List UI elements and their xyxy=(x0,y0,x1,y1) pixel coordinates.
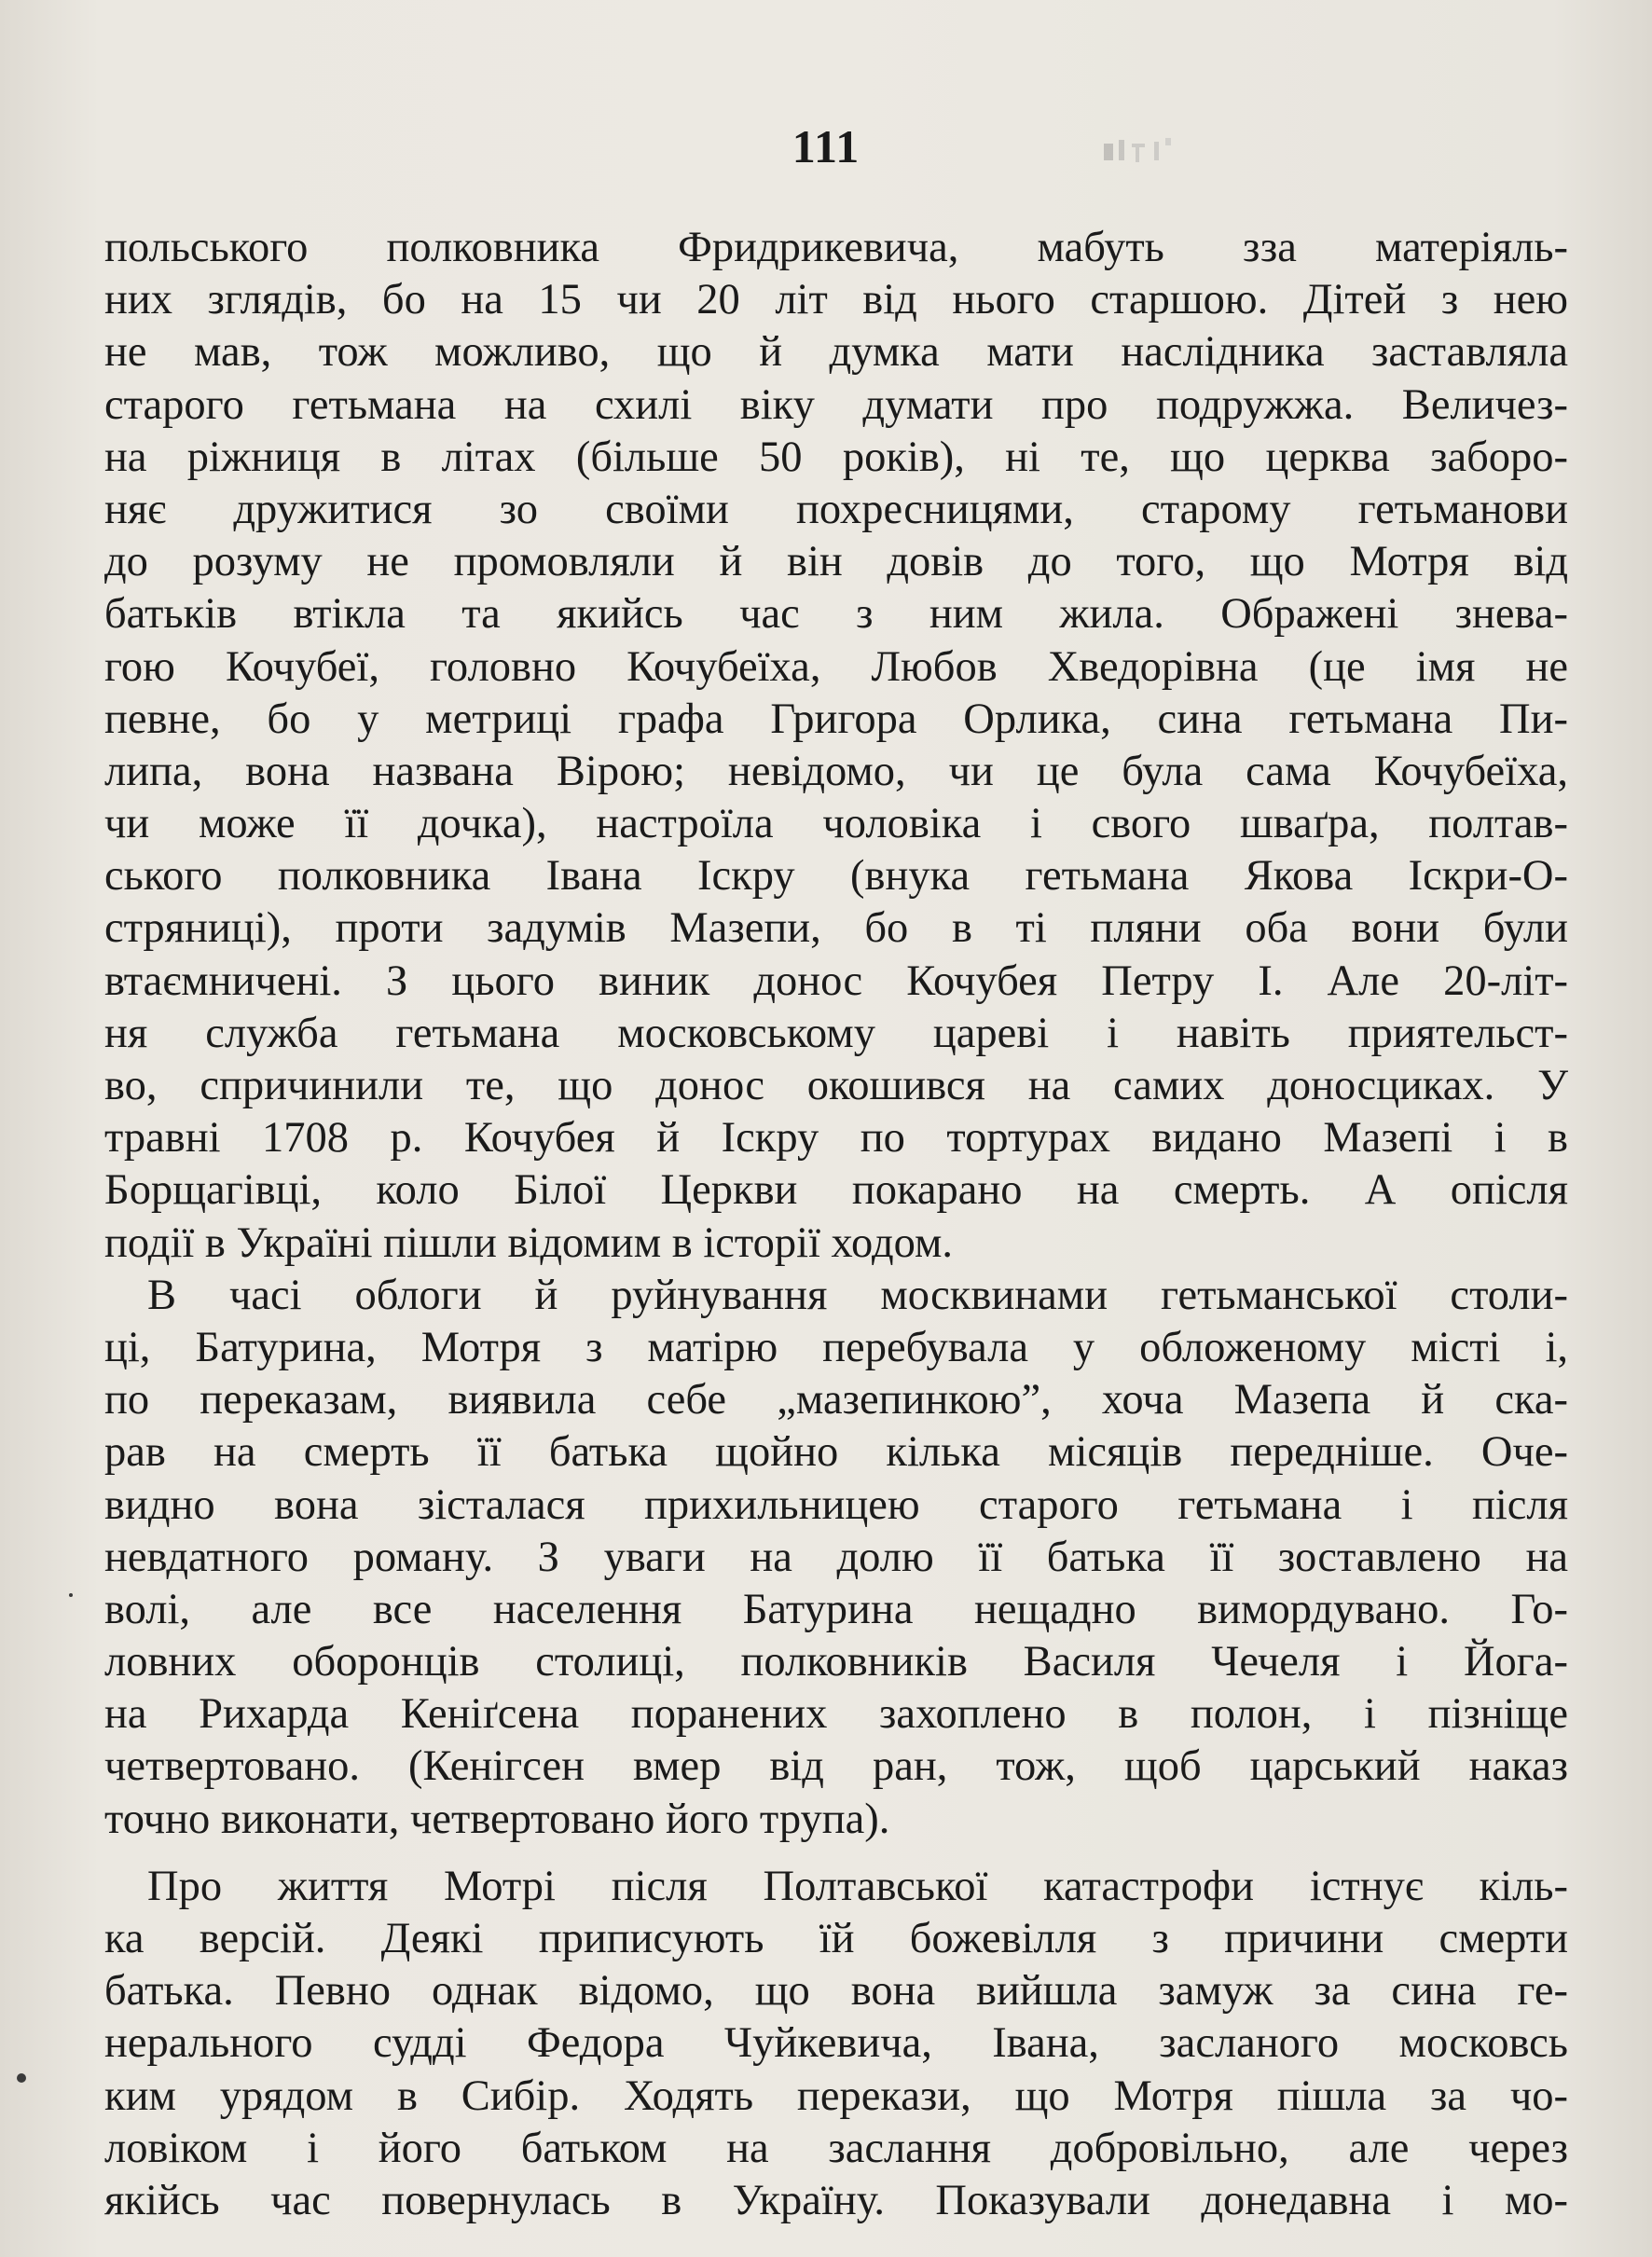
text-line: Про життя Мотрі після Полтавської катастрофи істнує кіль- xyxy=(147,1862,1568,1910)
text-line: на Рихарда Кеніґсена поранених захоплено в полон, і пізніще xyxy=(104,1690,1568,1739)
text-line: невдатного роману. З уваги на долю її батька її зоставлено на xyxy=(104,1533,1568,1581)
print-smudge xyxy=(1100,131,1240,173)
text-line: старого гетьмана на схилі віку думати про подружжа. Величез- xyxy=(104,380,1568,429)
text-line: ловіком і його батьком на заслання добровільно, але через xyxy=(104,2124,1568,2172)
margin-dot xyxy=(17,2073,26,2083)
text-line: ці, Батурина, Мотря з матірю перебувала у обложеному місті і, xyxy=(104,1323,1568,1371)
text-line: волі, але все населення Батурина нещадно вимордувано. Го- xyxy=(104,1585,1568,1633)
paragraph-2 xyxy=(104,1270,1568,1846)
text-line: якійсь час повернулась в Україну. Показували донедавна і мо- xyxy=(104,2176,1568,2224)
text-line: до розуму не промовляли й він довів до того, що Мотря від xyxy=(104,538,1568,586)
page-number: 111 xyxy=(792,120,860,172)
text-line: липа, вона названа Вірою; невідомо, чи це була сама Кочубеїха, xyxy=(104,747,1568,795)
text-line: ловних оборонців столиці, полковників Василя Чечеля і Йога- xyxy=(104,1638,1568,1686)
text-line: во, спричинили те, що донос окошився на самих доносциках. У xyxy=(104,1062,1568,1109)
body-text xyxy=(104,222,1568,2227)
paragraph-3 xyxy=(104,1861,1568,2227)
text-line: ким урядом в Сибір. Ходять перекази, що Мотря пішла за чо- xyxy=(104,2071,1568,2120)
text-line: них зглядів, бо на 15 чи 20 літ від нього старшою. Дітей з нею xyxy=(104,276,1568,324)
text-line: стряниці), проти задумів Мазепи, бо в ті пляни оба вони були xyxy=(104,904,1568,953)
text-line: певне, бо у метриці графа Григора Орлика, сина гетьмана Пи- xyxy=(104,695,1568,743)
text-line: польського полковника Фридрикевича, мабуть зза матеріяль- xyxy=(104,224,1568,271)
text-line: не мав, тож можливо, що й думка мати наслідника заставляла xyxy=(104,328,1568,377)
paragraph-gap xyxy=(104,1846,1568,1861)
text-line: по переказам, виявила себе „мазепинкою”, хоча Мазепа й ска- xyxy=(104,1376,1568,1424)
text-line: видно вона зісталася прихильницею старого гетьмана і після xyxy=(104,1480,1568,1529)
text-line: Борщагівці, коло Білої Церкви покарано на смерть. А опісля xyxy=(104,1166,1568,1215)
text-line: рав на смерть її батька щойно кілька місяців передніше. Оче- xyxy=(104,1428,1568,1477)
text-line: точно виконати, четвертовано його трупа). xyxy=(104,1795,890,1843)
margin-dot xyxy=(69,1593,73,1597)
text-line: травні 1708 р. Кочубея й Іскру по тортурах видано Мазепі і в xyxy=(104,1114,1568,1163)
text-line: події в Україні пішли відомим в історії ходом. xyxy=(104,1218,954,1267)
text-line: четвертовано. (Кенігсен вмер від ран, тож, щоб царський наказ xyxy=(104,1742,1568,1791)
text-line: В часі облоги й руйнування москвинами гетьманської столи- xyxy=(147,1271,1568,1319)
text-line: няє дружитися зо своїми похресницями, старому гетьманови xyxy=(104,485,1568,533)
text-line: нерального судді Федора Чуйкевича, Івана, засланого московсь xyxy=(104,2019,1568,2068)
text-line: батька. Певно однак відомо, що вона вийшла замуж за сина ге- xyxy=(104,1967,1568,2016)
text-line: ського полковника Івана Іскру (внука гетьмана Якова Іскри-О- xyxy=(104,852,1568,901)
text-line: гою Кочубеї, головно Кочубеїха, Любов Хведорівна (це імя не xyxy=(104,642,1568,691)
text-line: чи може її дочка), настроїла чоловіка і свого шваґра, полтав- xyxy=(104,800,1568,848)
text-line: втаємничені. З цього виник донос Кочубея Петру І. Але 20-літ- xyxy=(104,956,1568,1005)
text-line: на ріжниця в літах (більше 50 років), ні те, що церква заборо- xyxy=(104,433,1568,481)
text-line: ня служба гетьмана московському цареві і навіть приятельст- xyxy=(104,1009,1568,1057)
paragraph-1 xyxy=(104,222,1568,1270)
text-line: ка версій. Деякі приписують їй божевілля з причини смерти xyxy=(104,1915,1568,1962)
text-line: батьків втікла та якийсь час з ним жила. Ображені знева- xyxy=(104,590,1568,639)
